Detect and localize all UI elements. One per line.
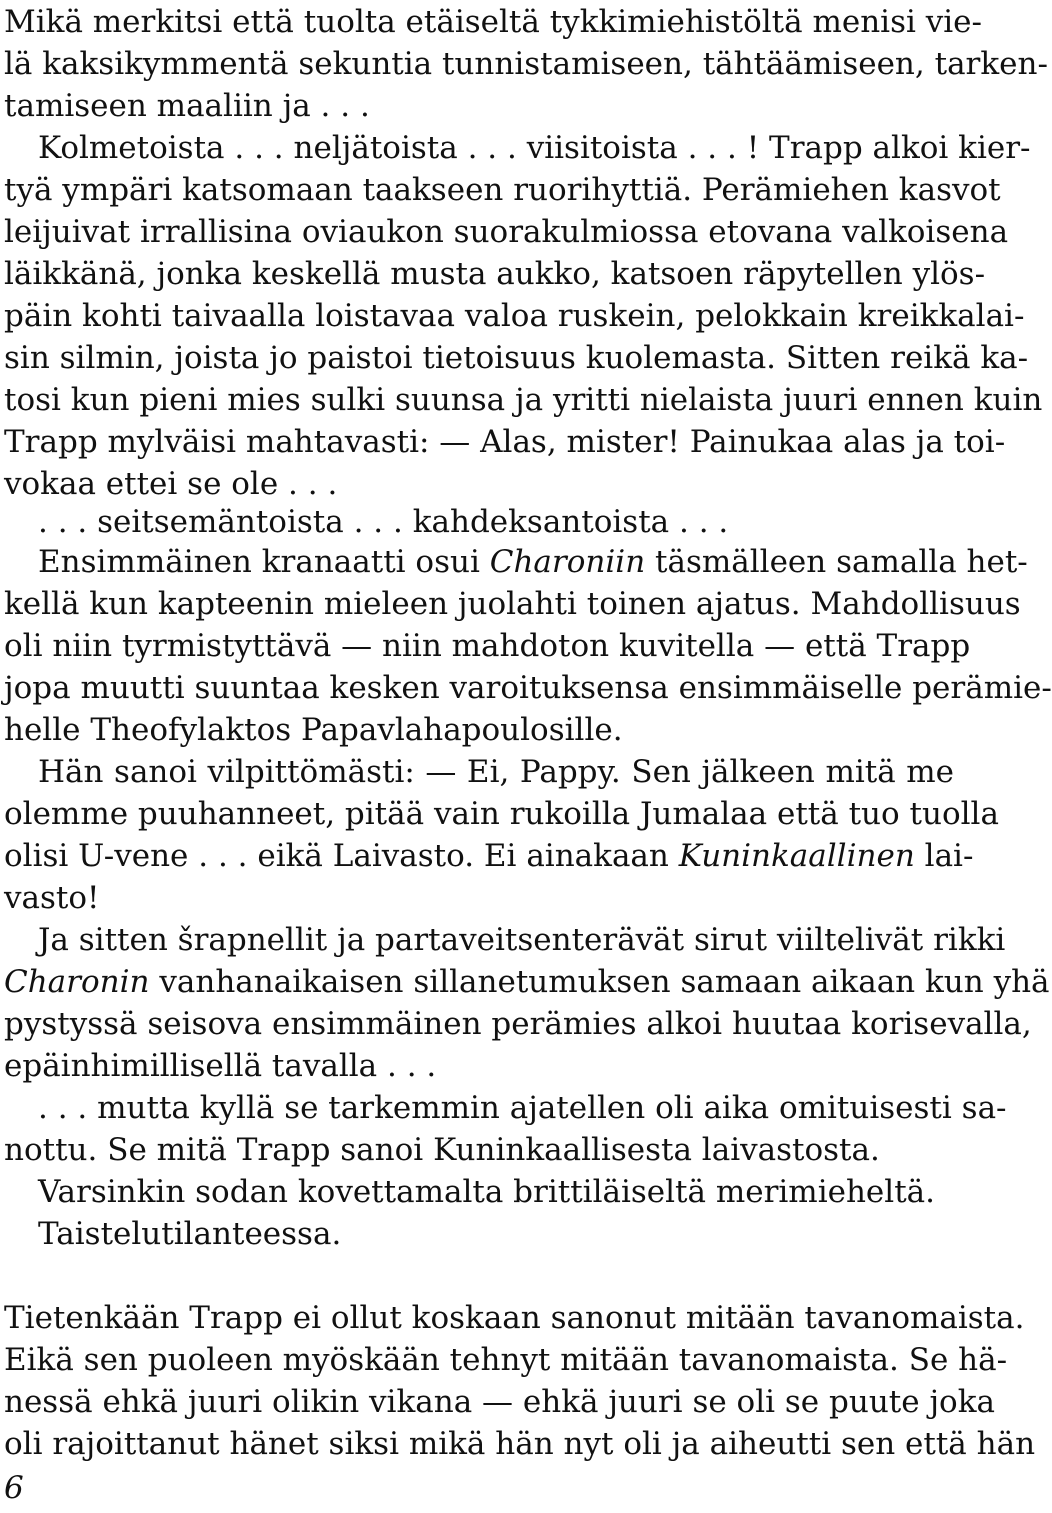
text-line: tyä ympäri katsomaan taakseen ruorihyttiä. Perämiehen kasvot (4, 172, 1001, 208)
text-line: Eikä sen puoleen myöskään tehnyt mitään tavanomaista. Se hä- (4, 1342, 1008, 1378)
text-line: Kolmetoista . . . neljätoista . . . viisitoista . . . ! Trapp alkoi kier- (38, 130, 1031, 166)
text-line: tamiseen maaliin ja . . . (4, 88, 370, 124)
text-line: epäinhimillisellä tavalla . . . (4, 1048, 437, 1084)
text-line: nessä ehkä juuri olikin vikana — ehkä juuri se oli se puute joka (4, 1384, 995, 1420)
text-line: sin silmin, joista jo paistoi tietoisuus kuolemasta. Sitten reikä ka- (4, 340, 1029, 376)
text-line: olemme puuhanneet, pitää vain rukoilla Jumalaa että tuo tuolla (4, 796, 999, 832)
text-line: tosi kun pieni mies sulki suunsa ja yritti nielaista juuri ennen kuin (4, 382, 1043, 418)
italic-name: Kuninkaallinen (678, 838, 915, 874)
text-line: lä kaksikymmentä sekuntia tunnistamiseen, tähtäämiseen, tarken- (4, 46, 1048, 82)
text-line: Trapp mylväisi mahtavasti: — Alas, mister! Painukaa alas ja toi- (4, 424, 1006, 460)
text-line: . . . mutta kyllä se tarkemmin ajatellen oli aika omituisesti sa- (38, 1090, 1007, 1126)
text-line: vasto! (4, 880, 100, 916)
text-line: oli niin tyrmistyttävä — niin mahdoton kuvitella — että Trapp (4, 628, 971, 664)
italic-name: Charonin (4, 964, 150, 1000)
text-line: oli rajoittanut hänet siksi mikä hän nyt oli ja aiheutti sen että hän (4, 1426, 1036, 1462)
text-line: Ensimmäinen kranaatti osui Charoniin täsmälleen samalla het- (38, 544, 1028, 580)
text-line: leijuivat irrallisina oviaukon suorakulmiossa etovana valkoisena (4, 214, 1009, 250)
text-line: . . . seitsemäntoista . . . kahdeksantoista . . . (38, 504, 729, 540)
text-line: Hän sanoi vilpittömästi: — Ei, Pappy. Sen jälkeen mitä me (38, 754, 954, 790)
text-line: helle Theofylaktos Papavlahapoulosille. (4, 712, 623, 748)
text-line: nottu. Se mitä Trapp sanoi Kuninkaallisesta laivastosta. (4, 1132, 880, 1168)
text-line: pystyssä seisova ensimmäinen perämies alkoi huutaa korisevalla, (4, 1006, 1032, 1042)
text-line: Ja sitten šrapnellit ja partaveitsenterävät sirut viiltelivät rikki (38, 922, 1006, 958)
text-line: läikkänä, jonka keskellä musta aukko, katsoen räpytellen ylös- (4, 256, 986, 292)
italic-name: Charoniin (489, 544, 646, 580)
text-line: Mikä merkitsi että tuolta etäiseltä tykkimiehistöltä menisi vie- (4, 4, 982, 40)
page-number: 6 (4, 1470, 24, 1506)
text-line: Varsinkin sodan kovettamalta brittiläiseltä merimieheltä. (38, 1174, 935, 1210)
text-line: Tietenkään Trapp ei ollut koskaan sanonut mitään tavanomaista. (4, 1300, 1025, 1336)
text-line: olisi U-vene . . . eikä Laivasto. Ei ainakaan Kuninkaallinen lai- (4, 838, 974, 874)
text-line: jopa muutti suuntaa kesken varoituksensa ensimmäiselle perämie- (4, 670, 1052, 706)
text-line: päin kohti taivaalla loistavaa valoa ruskein, pelokkain kreikkalai- (4, 298, 1025, 334)
text-line: Taistelutilanteessa. (38, 1216, 342, 1252)
text-line: Charonin vanhanaikaisen sillanetumuksen samaan aikaan kun yhä (4, 964, 1050, 1000)
text-line: vokaa ettei se ole . . . (4, 466, 338, 502)
text-line: kellä kun kapteenin mieleen juolahti toinen ajatus. Mahdollisuus (4, 586, 1021, 622)
